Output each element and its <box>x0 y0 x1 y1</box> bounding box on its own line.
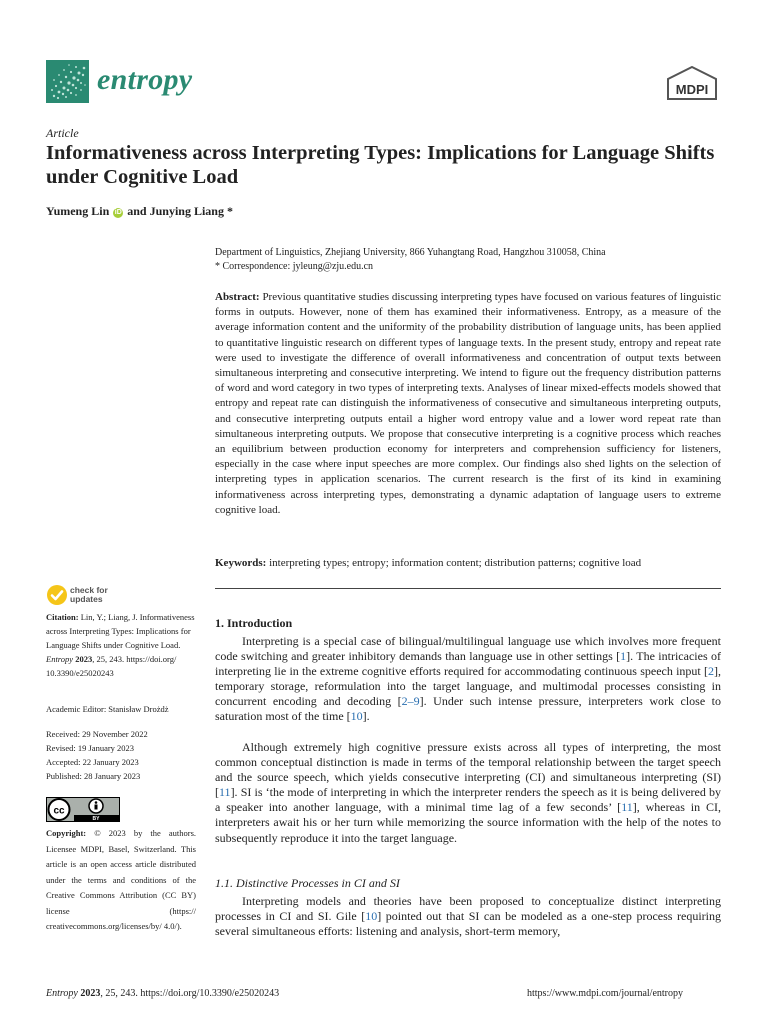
published-date: Published: 28 January 2023 <box>46 771 141 781</box>
accepted-date: Accepted: 22 January 2023 <box>46 757 139 767</box>
check-for-updates-button[interactable]: check for updates <box>70 585 108 604</box>
reference-link[interactable]: 2–9 <box>401 694 420 709</box>
reference-link[interactable]: 1 <box>620 649 627 664</box>
divider <box>215 588 721 589</box>
footer-journal-url[interactable]: https://www.mdpi.com/journal/entropy <box>527 988 684 999</box>
dates-block <box>46 727 148 783</box>
journal-name: entropy <box>97 63 193 96</box>
copyright-notice: Copyright: © 2023 by the authors. Licensee MDPI, Basel, Switzerland. This article is an open access article distributed under the terms and conditions of the Creative Commons Attribution (CC BY) license (https:// creativecommons.org/licenses/by/ 4.0/). <box>46 828 196 931</box>
abstract-text: Previous quantitative studies discussing interpreting types have focused on various features of linguistic forms in outputs. However, none of them has examined their informativeness. Entropy, as a measure of the average information content and the uniformity of the probability distribution of language units, has been applied to quantitative linguistic research on different types of language texts. In the present study, entropy and repeat rate were used to investigate the difference of overall informativeness and concentration of output texts between simultaneous interpreting and consecutive interpreting. We intend to figure out the frequency distribution patterns of word and word category in two types of interpreting texts. Analyses of linear mixed-effects models showed that entropy and repeat rate can distinguish the informativeness of consecutive and simultaneous interpreting outputs, and consecutive interpreting outputs entail a higher word entropy value and a lower word repeat rate than simultaneous interpreting outputs. We propose that consecutive interpreting is a cognitive process which reaches an equilibrium between production economy for interpreters and comprehension sufficiency for listeners, especially in the case where input speeches are more complex. Our findings also shed lights on the selection of interpreting types in application scenarios. The current research is the first of its kind in examining informativeness across interpreting types, demonstrating a dynamic adaptation of language users to extreme cognitive load. <box>215 291 721 516</box>
paragraph: Although extremely high cognitive pressure exists across all types of interpreting, the most common conceptual distinction is made in terms of the temporal relationship between the target speech and the source speech, which yields consecutive interpreting (CI) and simultaneous interpreting (SI) [11]. SI is ‘the mode of interpreting in which the interpreter renders the speech as it is being delivered by a speaker into another language, with a minimal time lag of a few seconds’ [11], whereas in CI, interpreters await his or her turn while memorizing the source information with the help of the notes to subsequently reproduce it into the target language. <box>215 740 722 845</box>
citation: Citation: Lin, Y.; Liang, J. Informativeness across Interpreting Types: Implications for Language Shifts under Cognitive Load. Entropy 2023, 25, 243. https://doi.org/ 10.3390/e25020243 <box>46 612 195 678</box>
abstract <box>215 290 721 518</box>
author-name[interactable]: and Junying Liang * <box>127 204 233 218</box>
reference-link[interactable]: 11 <box>219 785 231 800</box>
affiliation: Department of Linguistics, Zhejiang University, 866 Yuhangtang Road, Hangzhou 310058, China <box>215 247 606 258</box>
publisher-name: MDPI <box>675 82 709 97</box>
revised-date: Revised: 19 January 2023 <box>46 743 135 753</box>
journal-logo-icon <box>46 60 89 103</box>
reference-link[interactable]: 10 <box>365 909 378 924</box>
svg-text:cc: cc <box>53 805 65 817</box>
keywords <box>215 556 721 571</box>
svg-text:BY: BY <box>92 816 100 822</box>
check-for-updates-icon[interactable] <box>46 584 68 606</box>
mdpi-logo-icon <box>666 66 718 100</box>
academic-editor: Academic Editor: Stanisław Drożdż <box>46 704 169 714</box>
author-list <box>46 204 233 219</box>
reference-link[interactable]: 2 <box>708 664 714 679</box>
section-heading: 1. Introduction <box>215 616 293 630</box>
reference-link[interactable]: 10 <box>350 709 363 724</box>
article-type: Article <box>46 126 79 140</box>
author-name[interactable]: Yumeng Lin <box>46 204 110 218</box>
subsection-heading: 1.1. Distinctive Processes in CI and SI <box>215 876 400 890</box>
correspondence: * Correspondence: jyleung@zju.edu.cn <box>215 261 374 272</box>
orcid-icon[interactable]: iD <box>114 209 122 216</box>
keywords-label: Keywords: <box>215 557 267 569</box>
abstract-label: Abstract: <box>215 291 260 303</box>
footer-citation: Entropy 2023, 25, 243. https://doi.org/10.3390/e25020243 <box>46 988 280 999</box>
paragraph: Interpreting is a special case of bilingual/multilingual language use which involves more frequent code switching and greater inhibitory demands than language use in other settings [1]. The intricacies of interpreting lie in the extreme cognitive efforts required for accommodating continuous speech input [2], temporary storage, reformulation into the target language, and multimodal processes consisting in concurrent encoding and decoding [2–9]. Under such intense pressure, interpreters work close to saturation most of the time [10]. <box>215 634 721 724</box>
affiliation-block <box>215 246 606 274</box>
reference-link[interactable]: 11 <box>621 800 633 815</box>
paragraph: Interpreting models and theories have been proposed to conceptualize distinct interpreting processes in CI and SI. Gile [10] pointed out that SI can be modeled as a one-step process requiring several simultaneous efforts: listening and analysis, short-term memory, <box>215 894 721 939</box>
cc-by-license-icon[interactable] <box>46 797 120 822</box>
received-date: Received: 29 November 2022 <box>46 729 148 739</box>
keywords-text: interpreting types; entropy; information content; distribution patterns; cognitive load <box>269 557 642 569</box>
article-title: Informativeness across Interpreting Types: Implications for Language Shifts under Cognitive Load <box>46 142 715 188</box>
